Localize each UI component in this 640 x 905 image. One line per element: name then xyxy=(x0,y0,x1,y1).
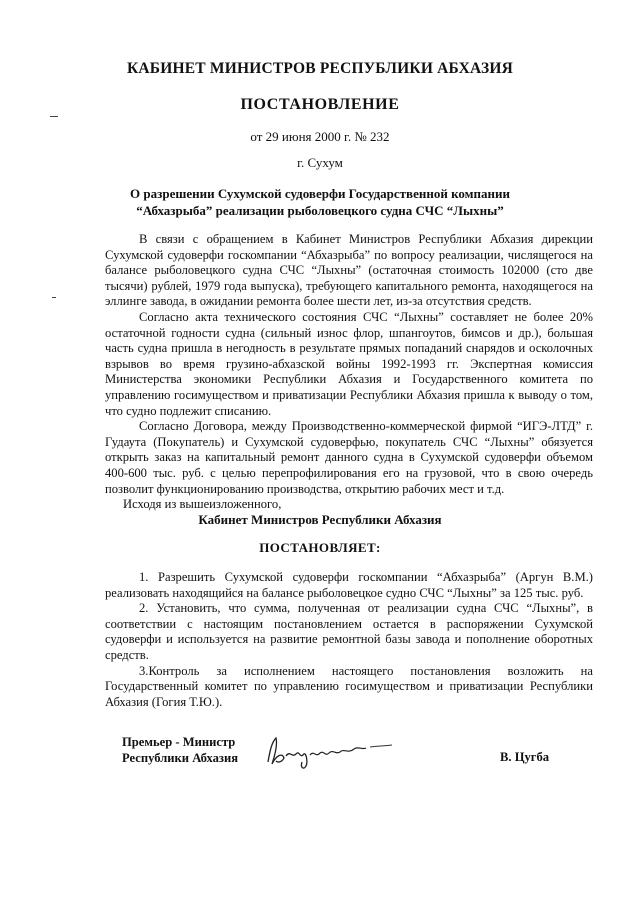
signatory-name: В. Цугба xyxy=(500,750,550,764)
resolves-heading: ПОСТАНОВЛЯЕТ: xyxy=(259,540,381,555)
margin-mark xyxy=(52,297,56,298)
subject-title xyxy=(0,185,640,219)
document-type-heading: ПОСТАНОВЛЕНИЕ xyxy=(240,96,400,113)
city: г. Сухум xyxy=(297,155,343,170)
subject-line-1: О разрешении Сухумской судоверфи Государственной компании xyxy=(130,186,510,201)
signatory-title-line-2: Республики Абхазия xyxy=(122,751,239,765)
resolving-body: Кабинет Министров Республики Абхазия xyxy=(198,512,442,527)
date-number: от 29 июня 2000 г. № 232 xyxy=(250,129,390,144)
preamble-paragraph: Согласно Договора, между Производственно-коммерческой фирмой “ИГЭ-ЛТД” г. Гудаута (Покупатель) и Сухумской судоверфью, покупатель СЧС “Лыхны” обязуется открыть заказ на капитальный ремонт данного судна в Сухумской судоверфи объемом 400-600 тыс. руб. с целью перепрофилирования его на грузовой, что в свою очередь позволит функционированию производства, открытию рабочих мест и т.д. xyxy=(105,419,593,496)
preamble-paragraph: Согласно акта технического состояния СЧС “Лыхны” составляет не более 20% остаточной годности судна (сильный износ флор, шпангоутов, бимсов и др.), большая часть судна пришла в негодность в результате прямых попаданий снарядов и осколочных взрывов во время грузино-абхазской войны 1992-1993 гг. Экспертная комиссия Министерства экономики Республики Абхазия и Государственного комитета по управлению госимуществом и приватизации Республики Абхазия пришла к выводу о том, что судно подлежит списанию. xyxy=(105,309,593,418)
issuer-heading: КАБИНЕТ МИНИСТРОВ РЕСПУБЛИКИ АБХАЗИЯ xyxy=(126,60,514,77)
subject-line-2: “Абхазрыба” реализации рыболовецкого судна СЧС “Лыхны” xyxy=(136,203,504,218)
preamble-text xyxy=(105,232,593,513)
clause-paragraph: 3.Контроль за исполнением настоящего постановления возложить на Государственный комитет по управлению госимуществом и приватизации Республики Абхазия (Гогия Т.Ю.). xyxy=(105,663,593,709)
clause-paragraph: 1. Разрешить Сухумской судоверфи госкомпании “Абхазрыба” (Аргун В.М.) реализовать находящийся на балансе рыболовецкое судно СЧС “Лыхны” за 125 тыс. руб. xyxy=(105,570,593,600)
handwritten-signature xyxy=(262,728,402,773)
preamble-paragraph: Исходя из вышеизложенного, xyxy=(123,497,282,512)
clause-paragraph: 2. Установить, что сумма, полученная от реализации судна СЧС “Лыхны”, в соответствии с настоящим постановлением остается в распоряжении Сухумской судоверфи и используется на развитие ремонтной базы завода и пополнение оборотных средств. xyxy=(105,601,593,662)
preamble-paragraph: В связи с обращением в Кабинет Министров Республики Абхазия дирекции Сухумской судоверфи госкомпании “Абхазрыба” по вопросу реализации, числящегося на балансе рыболовецкого судна СЧС “Лыхны” (остаточная стоимость 102000 (сто две тысячи) рублей, 1979 года выпуска), требующего капитального ремонта, находящегося на эллинге завода, в ожидании ремонта более шести лет, из-за отсутствия средств. xyxy=(105,232,593,309)
signatory-title-line-1: Премьер - Министр xyxy=(122,735,236,749)
margin-mark xyxy=(50,116,58,117)
signatory-title xyxy=(122,734,238,766)
clauses-text xyxy=(105,570,593,710)
